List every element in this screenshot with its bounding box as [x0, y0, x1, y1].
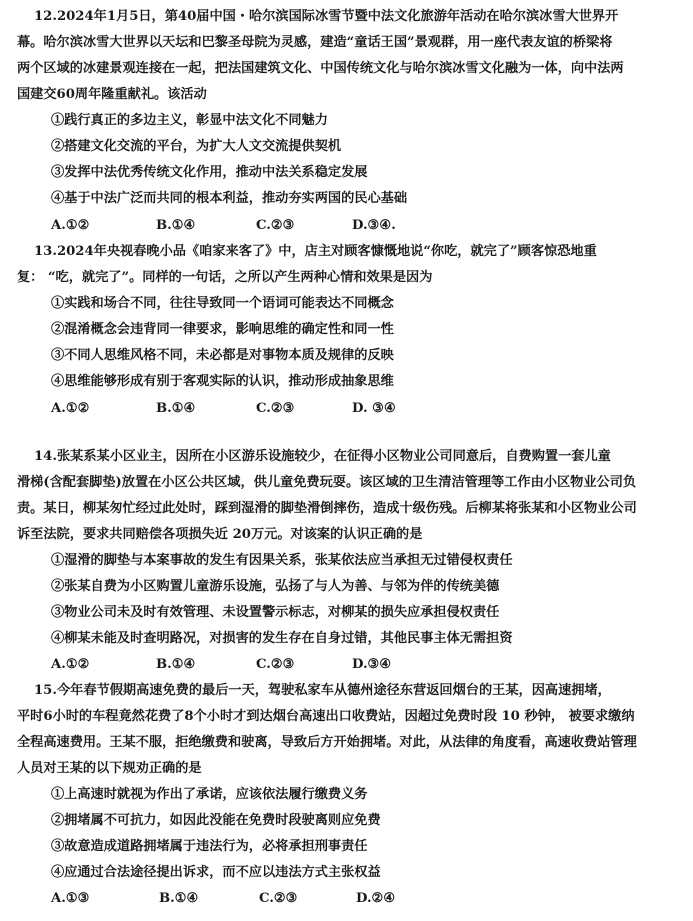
question-13-stem-line-1: 13.2024年央视春晚小品《咱家来客了》中，店主对顾客慷慨地说“你吃，就完了”顾客惊恐地重: [34, 244, 597, 259]
question-14-stem-line-4: 诉至法院，要求共同赔偿各项损失近 20万元。对该案的认识正确的是: [17, 527, 423, 542]
question-14-statement-4: ④柳某未能及时查明路况，对损害的发生存在自身过错，其他民事主体无需担资: [51, 631, 513, 646]
question-12-option-a[interactable]: A.①②: [51, 218, 90, 233]
question-14-options: [0, 656, 693, 674]
question-12-option-c[interactable]: C.②③: [256, 218, 295, 233]
question-13-option-a[interactable]: A.①②: [51, 401, 90, 416]
question-12-stem-line-4: 国建交60周年隆重献礼。该活动: [17, 87, 207, 102]
question-13-options: [0, 400, 693, 418]
question-12-stem-line-2: 幕。哈尔滨冰雪大世界以天坛和巴黎圣母院为灵感，建造“童话王国”景观群，用一座代表友谊的桥梁将: [17, 35, 613, 50]
question-13-stem-line-2: 复： “吃，就完了”。同样的一句话，之所以产生两种心情和效果是因为: [17, 270, 433, 285]
question-13-option-c[interactable]: C.②③: [256, 401, 295, 416]
question-12-statement-1: ①践行真正的多边主义，彰显中法文化不同魅力: [51, 113, 328, 128]
question-12-option-b[interactable]: B.①④: [156, 218, 196, 233]
question-15-stem-line-2: 平时6小时的车程竟然花费了8个小时才到达烟台高速出口收费站，因超过免费时段 10 秒钟， 被要求缴纳: [17, 709, 635, 724]
question-12-option-d[interactable]: D.③④.: [352, 218, 396, 233]
question-15-option-c[interactable]: C.②③: [259, 891, 298, 906]
question-13-statement-4: ④思维能够形成有别于客观实际的认识，推动形成抽象思维: [51, 374, 394, 389]
question-14-option-b[interactable]: B.①④: [156, 657, 196, 672]
question-13-statement-2: ②混淆概念会违背同一律要求，影响思维的确定性和同一性: [51, 322, 394, 337]
question-14-stem-line-1: 14.张某系某小区业主，因所在小区游乐设施较少，在征得小区物业公司同意后，自费购置一套儿童: [34, 449, 611, 464]
question-14-statement-1: ①湿滑的脚垫与本案事故的发生有因果关系，张某依法应当承担无过错侵权责任: [51, 553, 513, 568]
question-12-stem-line-3: 两个区域的冰建景观连接在一起，把法国建筑文化、中国传统文化与哈尔滨冰雪文化融为一体，向中法两: [17, 61, 624, 76]
question-15-option-b[interactable]: B.①④: [159, 891, 199, 906]
question-14-statement-3: ③物业公司未及时有效管理、未设置警示标志，对柳某的损失应承担侵权责任: [51, 605, 500, 620]
question-12-statement-4: ④基于中法广泛而共同的根本利益，推动夯实两国的民心基础: [51, 191, 408, 206]
question-14-stem-line-3: 责。某日，柳某匆忙经过此处时，踩到湿滑的脚垫滑倒摔伤，造成十级伤残。后柳某将张某和小区物业公司: [17, 501, 637, 516]
question-12-statement-3: ③发挥中法优秀传统文化作用，推动中法关系稳定发展: [51, 165, 368, 180]
question-15-option-a[interactable]: A.①③: [51, 891, 90, 906]
question-13-option-d[interactable]: D. ③④: [352, 401, 396, 416]
question-12-statement-2: ②搭建文化交流的平台，为扩大人文交流提供契机: [51, 139, 342, 154]
question-13-option-b[interactable]: B.①④: [156, 401, 196, 416]
question-13-statement-3: ③不同人思维风格不同，未必都是对事物本质及规律的反映: [51, 348, 394, 363]
question-14-stem-line-2: 滑梯(含配套脚垫)放置在小区公共区域，供儿童免费玩耍。该区域的卫生清洁管理等工作由小区物业公司负: [17, 475, 637, 490]
question-15-statement-1: ①上高速时就视为作出了承诺，应该依法履行缴费义务: [51, 787, 368, 802]
question-15-option-d[interactable]: D.②④: [356, 891, 396, 906]
question-15-options: [0, 890, 693, 908]
question-14-statement-2: ②张某自费为小区购置儿童游乐设施，弘扬了与人为善、与邻为伴的传统美德: [51, 579, 500, 594]
question-13-statement-1: ①实践和场合不同，往往导致同一个语词可能表达不同概念: [51, 296, 394, 311]
question-15-statement-2: ②拥堵属不可抗力，如因此没能在免费时段驶离则应免费: [51, 813, 381, 828]
question-15-stem-line-4: 人员对王某的以下规劝正确的是: [17, 761, 202, 776]
question-15-statement-4: ④应通过合法途径提出诉求，而不应以违法方式主张权益: [51, 865, 381, 880]
question-14-option-a[interactable]: A.①②: [51, 657, 90, 672]
question-15-stem-line-1: 15.今年春节假期高速免费的最后一天，驾驶私家车从德州途径东营返回烟台的王某，因高速拥堵，: [34, 683, 611, 698]
question-15-stem-line-3: 全程高速费用。王某不服，拒绝缴费和驶离，导致后方开始拥堵。对此，从法律的角度看，高速收费站管理: [17, 735, 637, 750]
question-12-options: [0, 217, 693, 235]
question-14-option-d[interactable]: D.③④: [352, 657, 392, 672]
question-14-option-c[interactable]: C.②③: [256, 657, 295, 672]
question-12-stem-line-1: 12.2024年1月5日，第40届中国・哈尔滨国际冰雪节暨中法文化旅游年活动在哈尔滨冰雪大世界开: [34, 9, 619, 24]
question-15-statement-3: ③故意造成道路拥堵属于违法行为，必将承担刑事责任: [51, 839, 368, 854]
